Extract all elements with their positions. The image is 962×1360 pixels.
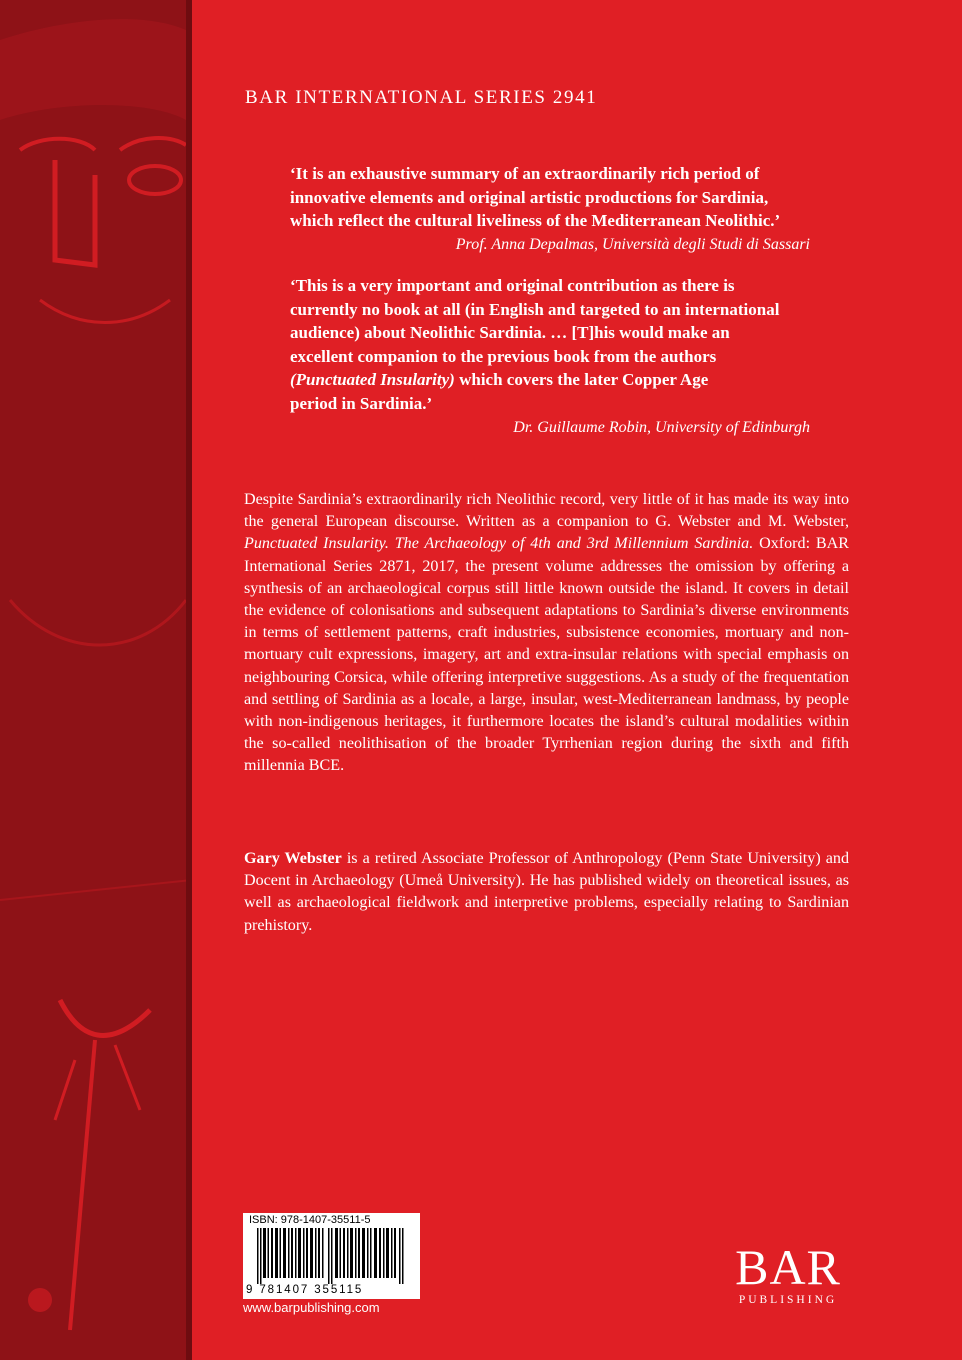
logo-main: BAR (735, 1239, 841, 1295)
quote-line: currently no book at all (in English and targeted to an international (290, 299, 780, 319)
review-quote-1 (290, 162, 810, 256)
quote-line-rest: which covers the later Copper Age (454, 370, 709, 390)
quote-line: innovative elements and original artistic productions for Sardinia, (290, 187, 769, 207)
author-bio (244, 848, 849, 937)
quote-attribution: Dr. Guillaume Robin, University of Edinburgh (513, 418, 810, 436)
description-part-1: Despite Sardinia’s extraordinarily rich Neolithic record, very little of it has made its way into the general European discourse. Written as a companion to G. Webster and M. Webster, (244, 491, 849, 531)
author-bio-text: is a retired Associate Professor of Anthropology (Penn State University) and Docent in Archaeology (Umeå University). He has published widely on theoretical issues, as well as archaeological fieldwork and interpretive problems, especially relating to Sardinian prehistory. (244, 850, 849, 934)
quote-line: excellent companion to the previous book from the authors (290, 346, 717, 366)
quote-line: period in Sardinia.’ (290, 393, 433, 413)
review-quote-2 (290, 274, 810, 439)
isbn-barcode (243, 1213, 420, 1299)
quote-line: audience) about Neolithic Sardinia. … [T]his would make an (290, 323, 730, 343)
figurine-illustration (0, 0, 192, 1360)
quote-line: ‘This is a very important and original contribution as there is (290, 276, 735, 295)
quote-attribution: Prof. Anna Depalmas, Università degli Studi di Sassari (455, 235, 810, 253)
quote-line: ‘It is an exhaustive summary of an extraordinarily rich period of (290, 164, 760, 183)
author-name: Gary Webster (244, 850, 342, 867)
barcode-bars (257, 1228, 407, 1284)
description-part-2: Oxford: BAR International Series 2871, 2017, the present volume addresses the omission by offering a synthesis of an archaeological corpus still little known outside the island. It covers in detail the evidence of colonisations and subsequent adaptations to Sardinia’s diverse environments in terms of settlement patterns, craft industries, subsistence economies, mortuary and non-mortuary cult expressions, imagery, art and extra-insular relations with special emphasis on neighbouring Corsica, while offering interpretive suggestions. As a study of the frequentation and settling of Sardinia as a locale, a large, insular, west-Mediterranean landmass, by people with non-indigenous heritages, it furthermore locates the island’s cultural modalities within the so-called neolithisation of the broader Tyrrhenian region during the sixth and fifth millennia BCE. (244, 535, 849, 775)
quote-line (290, 368, 810, 392)
bar-publishing-logo (718, 1239, 858, 1308)
barcode-digits: 9 781407 355115 (246, 1284, 364, 1296)
book-description (244, 489, 849, 778)
isbn-label: ISBN: 978-1407-35511-5 (249, 1214, 371, 1226)
series-title: BAR INTERNATIONAL SERIES 2941 (245, 87, 598, 108)
description-book-title: Punctuated Insularity. The Archaeology of 4th and 3rd Millennium Sardinia. (244, 535, 754, 553)
quote-line: which reflect the cultural liveliness of the Mediterranean Neolithic.’ (290, 211, 781, 231)
quote-book-title: (Punctuated Insularity) (290, 370, 455, 390)
cover-figurine-image (0, 0, 192, 1360)
publisher-website[interactable]: www.barpublishing.com (243, 1300, 380, 1315)
logo-sub: PUBLISHING (738, 1294, 838, 1306)
